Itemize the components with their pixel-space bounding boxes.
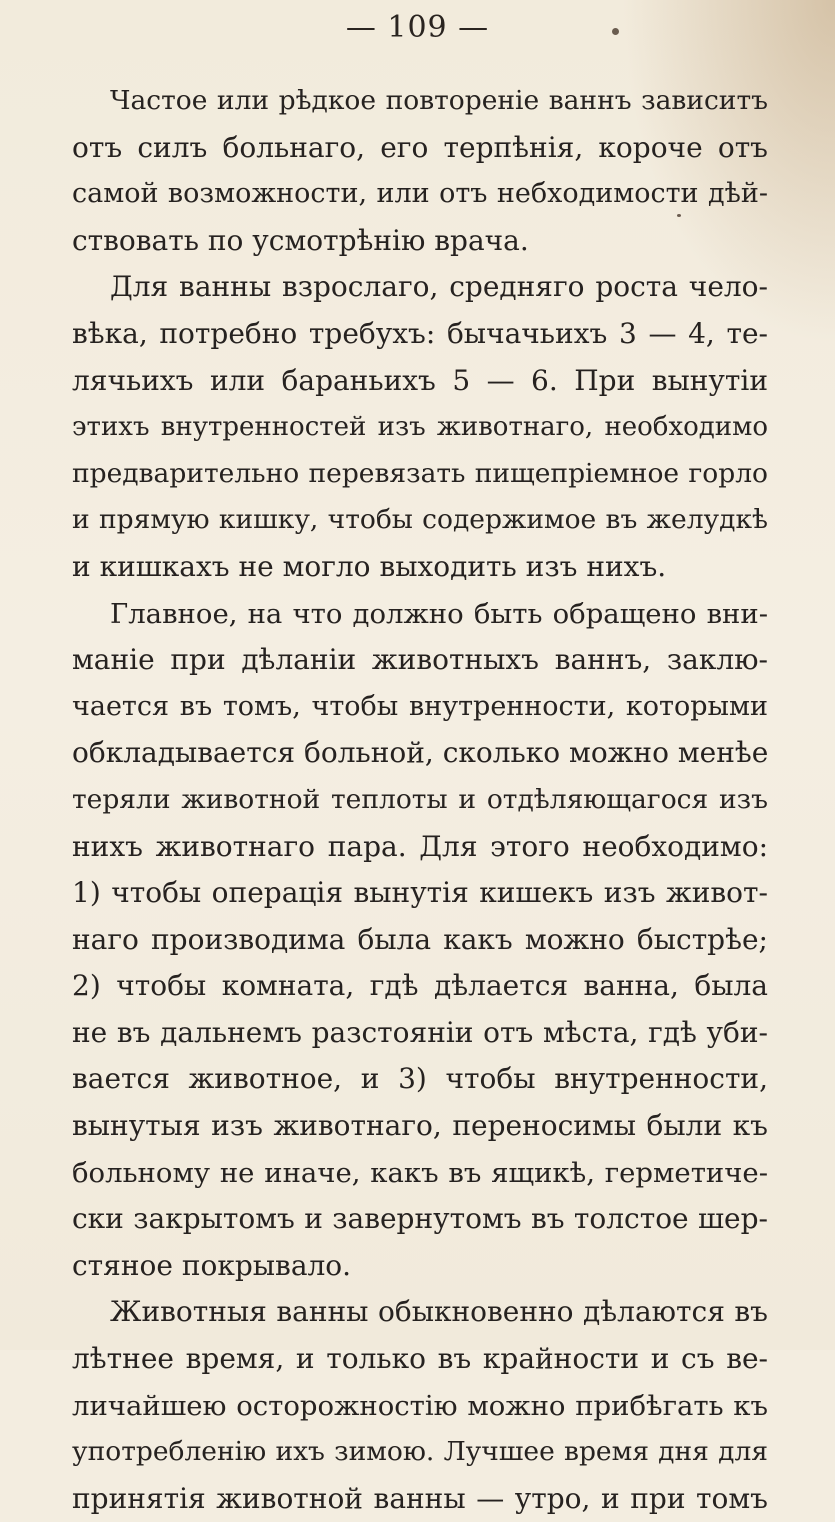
text-line: ствовать по усмотрѣнію врача.	[72, 223, 529, 257]
text-line: и кишкахъ не могло выходить изъ нихъ.	[72, 549, 667, 583]
text-line: Главное, на что должно быть обращено вни-	[110, 597, 768, 630]
text-line: больному не иначе, какъ въ ящикѣ, герметиче-	[72, 1156, 768, 1189]
text-line: вынутыя изъ животнаго, переносимы были къ	[72, 1109, 768, 1143]
text-line: ски закрытомъ и завернутомъ въ толстое шер-	[72, 1202, 768, 1236]
text-line: нихъ животнаго пара. Для этого необходимо:	[72, 829, 768, 863]
text-line: не въ дальнемъ разстояніи отъ мѣста, гдѣ уби-	[72, 1015, 768, 1049]
text-line: вѣка, потребно требухъ: бычачьихъ 3 — 4, те-	[72, 316, 768, 350]
body-text	[72, 78, 768, 1522]
text-line: личайшею осторожностію можно прибѣгать къ	[72, 1389, 768, 1422]
text-line: вается животное, и 3) чтобы внутренности,	[72, 1062, 768, 1096]
text-line: Для ванны взрослаго, средняго роста чело-	[110, 270, 768, 304]
text-line: стяное покрывало.	[72, 1248, 352, 1282]
text-line: Частое или рѣдкое повтореніе ваннъ зависитъ	[110, 85, 768, 116]
text-line: наго производима была какъ можно быстрѣе;	[72, 922, 768, 956]
text-line: лячьихъ или бараньихъ 5 — 6. При вынутіи	[72, 363, 768, 397]
text-line: лѣтнее время, и только въ крайности и съ ве-	[72, 1342, 768, 1376]
text-line: самой возможности, или отъ небходимости дѣй-	[72, 178, 768, 210]
text-line: 1) чтобы операція вынутія кишекъ изъ живот-	[72, 876, 768, 910]
text-line: предварительно перевязать пищепріемное горло	[72, 457, 768, 489]
text-line: отъ силъ больнаго, его терпѣнія, короче отъ	[72, 130, 768, 164]
text-line: принятія животной ванны — утро, и при томъ	[72, 1481, 768, 1515]
text-line: чается въ томъ, чтобы внутренности, которыми	[72, 690, 768, 722]
text-line: и прямую кишку, чтобы содержимое въ желудкѣ	[72, 504, 768, 536]
page-number: — 109 —	[345, 10, 490, 45]
text-line: маніе при дѣланіи животныхъ ваннъ, заклю-	[72, 643, 768, 677]
text-line: обкладывается больной, сколько можно менѣе	[72, 736, 768, 770]
text-line: 2) чтобы комната, гдѣ дѣлается ванна, была	[72, 969, 768, 1003]
text-line: Животныя ванны обыкновенно дѣлаются въ	[110, 1295, 768, 1329]
text-line: теряли животной теплоты и отдѣляющагося изъ	[72, 783, 768, 815]
text-line: употребленію ихъ зимою. Лучшее время дня для	[72, 1436, 768, 1468]
text-line: этихъ внутренностей изъ животнаго, необходимо	[72, 412, 768, 443]
